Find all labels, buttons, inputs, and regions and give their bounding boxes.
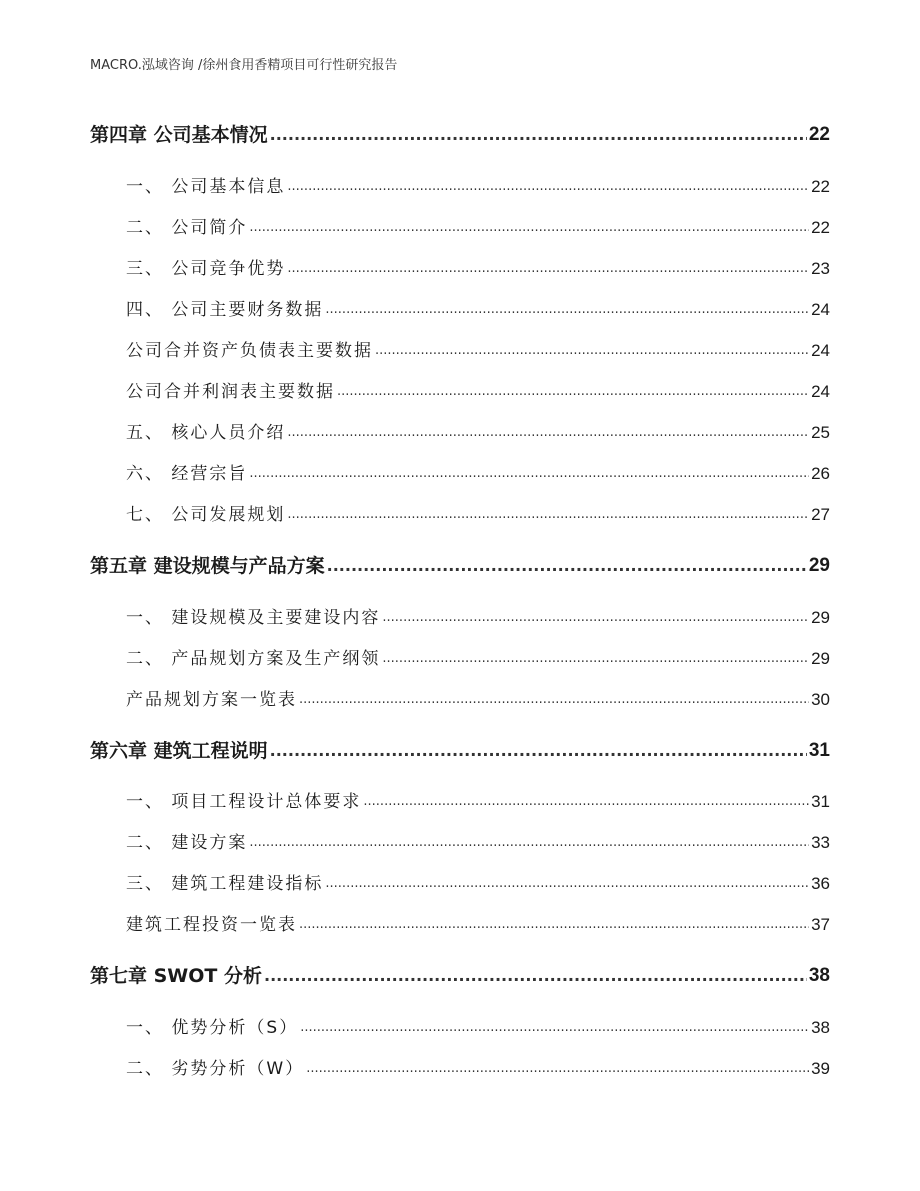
toc-entry[interactable] bbox=[126, 216, 830, 240]
toc-leader bbox=[249, 216, 809, 240]
toc-entry-title: 二、 公司简介 bbox=[126, 218, 248, 238]
toc-leader bbox=[249, 831, 809, 855]
toc-entry[interactable] bbox=[126, 647, 830, 671]
toc-entry-page: 24 bbox=[811, 341, 830, 360]
toc-leader bbox=[264, 963, 807, 989]
toc-leader bbox=[325, 298, 809, 322]
toc-entry-page: 39 bbox=[811, 1059, 830, 1078]
toc-entry-page: 29 bbox=[811, 608, 830, 627]
toc-leader bbox=[375, 339, 809, 363]
toc-entry-page: 36 bbox=[811, 874, 830, 893]
toc-entry-title: 二、 产品规划方案及生产纲领 bbox=[126, 649, 381, 669]
toc-entry[interactable] bbox=[126, 1057, 830, 1081]
toc-entry-page: 30 bbox=[811, 690, 830, 709]
toc-entry-page: 25 bbox=[811, 423, 830, 442]
toc-entry-page: 38 bbox=[811, 1018, 830, 1037]
toc-leader bbox=[270, 738, 807, 764]
toc-leader bbox=[270, 122, 807, 148]
toc-leader bbox=[363, 790, 809, 814]
toc-leader bbox=[287, 257, 809, 281]
toc-entry-title: 一、 公司基本信息 bbox=[126, 177, 286, 197]
toc-entry[interactable] bbox=[126, 421, 830, 445]
toc-entry-page: 23 bbox=[811, 259, 830, 278]
toc-leader bbox=[327, 553, 807, 579]
toc-entry-page: 29 bbox=[808, 555, 830, 576]
toc-entry-title: 四、 公司主要财务数据 bbox=[126, 300, 324, 320]
toc-entry-title: 六、 经营宗旨 bbox=[126, 464, 248, 484]
toc-entry-page: 22 bbox=[808, 124, 830, 145]
toc-entry[interactable] bbox=[90, 963, 830, 989]
toc-entry-title: 五、 核心人员介绍 bbox=[126, 423, 286, 443]
toc-entry-page: 31 bbox=[808, 740, 830, 761]
toc-entry-page: 22 bbox=[811, 218, 830, 237]
toc-entry-title: 一、 建设规模及主要建设内容 bbox=[126, 608, 381, 628]
toc-entry[interactable] bbox=[126, 175, 830, 199]
toc-entry[interactable] bbox=[126, 339, 830, 363]
toc-entry[interactable] bbox=[126, 1016, 830, 1040]
toc-entry-title: 二、 劣势分析（W） bbox=[126, 1059, 305, 1079]
toc-entry-page: 24 bbox=[811, 382, 830, 401]
toc-entry-title: 第四章 公司基本情况 bbox=[90, 124, 268, 146]
toc-entry-title: 公司合并利润表主要数据 bbox=[126, 382, 335, 402]
toc-entry[interactable] bbox=[90, 738, 830, 764]
toc-entry-title: 第六章 建筑工程说明 bbox=[90, 740, 268, 762]
toc-entry-page: 37 bbox=[811, 915, 830, 934]
toc-leader bbox=[287, 503, 809, 527]
toc-leader bbox=[325, 872, 809, 896]
toc-entry-title: 三、 建筑工程建设指标 bbox=[126, 874, 324, 894]
toc-entry[interactable] bbox=[126, 462, 830, 486]
toc-entry-title: 三、 公司竞争优势 bbox=[126, 259, 286, 279]
toc-leader bbox=[299, 688, 809, 712]
toc-entry-title: 产品规划方案一览表 bbox=[126, 690, 297, 710]
toc-entry-page: 33 bbox=[811, 833, 830, 852]
toc-entry[interactable] bbox=[126, 688, 830, 712]
toc-entry-title: 一、 优势分析（S） bbox=[126, 1018, 299, 1038]
toc-entry-page: 31 bbox=[811, 792, 830, 811]
toc-leader bbox=[249, 462, 809, 486]
toc-entry-title: 第五章 建设规模与产品方案 bbox=[90, 555, 325, 577]
toc-entry[interactable] bbox=[126, 298, 830, 322]
toc-entry[interactable] bbox=[90, 122, 830, 148]
toc-leader bbox=[306, 1057, 809, 1081]
toc-entry[interactable] bbox=[126, 606, 830, 630]
toc-entry-title: 建筑工程投资一览表 bbox=[126, 915, 297, 935]
toc-entry[interactable] bbox=[90, 553, 830, 579]
toc-entry-title: 第七章 SWOT 分析 bbox=[90, 965, 262, 987]
toc-entry[interactable] bbox=[126, 257, 830, 281]
toc-entry-page: 22 bbox=[811, 177, 830, 196]
toc-entry-page: 38 bbox=[808, 965, 830, 986]
toc-leader bbox=[337, 380, 809, 404]
page-header: MACRO.泓域咨询 /徐州食用香精项目可行性研究报告 bbox=[90, 58, 398, 73]
toc-leader bbox=[287, 421, 809, 445]
toc-entry[interactable] bbox=[126, 831, 830, 855]
toc-leader bbox=[382, 606, 809, 630]
toc-entry-page: 27 bbox=[811, 505, 830, 524]
toc-entry-page: 26 bbox=[811, 464, 830, 483]
toc-entry-title: 公司合并资产负债表主要数据 bbox=[126, 341, 373, 361]
toc-entry[interactable] bbox=[126, 790, 830, 814]
toc-entry-page: 29 bbox=[811, 649, 830, 668]
toc-leader bbox=[299, 913, 809, 937]
toc-leader bbox=[287, 175, 809, 199]
toc-leader bbox=[382, 647, 809, 671]
toc-entry-title: 七、 公司发展规划 bbox=[126, 505, 286, 525]
toc-entry[interactable] bbox=[126, 503, 830, 527]
toc-entry-title: 二、 建设方案 bbox=[126, 833, 248, 853]
toc-entry[interactable] bbox=[126, 913, 830, 937]
toc-entry[interactable] bbox=[126, 380, 830, 404]
toc-leader bbox=[300, 1016, 809, 1040]
toc-entry[interactable] bbox=[126, 872, 830, 896]
toc-entry-page: 24 bbox=[811, 300, 830, 319]
toc-entry-title: 一、 项目工程设计总体要求 bbox=[126, 792, 362, 812]
